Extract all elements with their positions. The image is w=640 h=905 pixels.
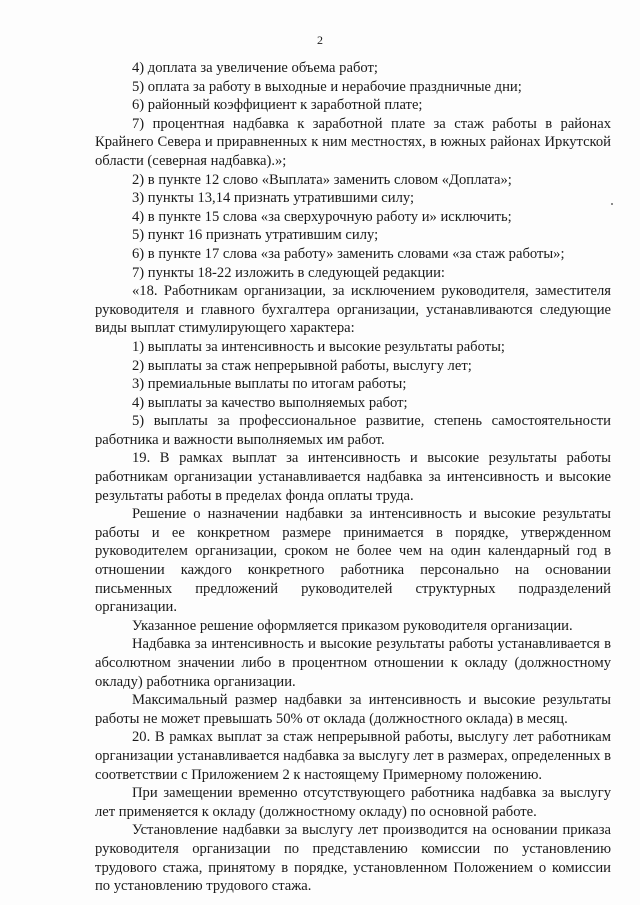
document-body [95,59,611,896]
paragraph-substitution: При замещении временно отсутствующего работника надбавка за выслугу лет применяется к окладу (должностному окладу) по основной работе. [95,785,611,820]
paragraph-order: Указанное решение оформляется приказом руководителя организации. [132,617,573,634]
page-number: 2 [317,33,323,47]
payment-type-2: 2) выплаты за стаж непрерывной работы, выслугу лет; [132,357,472,374]
paragraph-19: 19. В рамках выплат за интенсивность и высокие результаты работы работникам организации устанавливается надбавка за интенсивность и высокие результаты работы в пределах фонда оплаты труда. [95,450,611,504]
list-item-bonus-volume: 4) доплата за увеличение объема работ; [132,60,378,76]
amendment-item-12: 2) в пункте 12 слово «Выплата» заменить словом «Доплата»; [132,171,512,188]
paragraph-20: 20. В рамках выплат за стаж непрерывной работы, выслугу лет работникам организации устанавливается надбавка за выслугу лет в размерах, определенных в соответствии с Приложением 2 к настоящему Примерному положению. [95,729,611,783]
paragraph-max-allowance: Максимальный размер надбавки за интенсивность и высокие результаты работы не может превышать 50% от оклада (должностного оклада) в месяц. [95,692,611,727]
amendment-item-16: 5) пункт 16 признать утратившим силу; [132,227,379,244]
scan-speck [611,203,613,205]
payment-type-4: 4) выплаты за качество выполняемых работ; [132,394,408,411]
paragraph-18: «18. Работникам организации, за исключением руководителя, заместителя руководителя и главного бухгалтера организации, устанавливаются следующие виды выплат стимулирующего характера: [95,283,611,337]
amendment-item-17: 6) в пункте 17 слова «за работу» заменить словами «за стаж работы»; [132,245,565,262]
amendment-item-13-14: 3) пункты 13,14 признать утратившими силу; [132,190,415,207]
payment-type-5: 5) выплаты за профессиональное развитие, степень самостоятельности работника и важности выполняемых им работ. [95,413,611,448]
paragraph-commission: Установление надбавки за выслугу лет производится на основании приказа руководителя организации по представлению комиссии по установлению трудового стажа, принятому в порядке, установленном Положением о комиссии по установлению трудового стажа. [95,822,611,895]
list-item-northern-allowance: 7) процентная надбавка к заработной плате за стаж работы в районах Крайнего Севера и приравненных к ним местностях, в южных районах Иркутской области (северная надбавка).»; [95,115,611,169]
payment-type-3: 3) премиальные выплаты по итогам работы; [132,376,407,393]
amendment-item-18-22: 7) пункты 18-22 изложить в следующей редакции: [132,264,445,281]
list-item-regional-coefficient: 6) районный коэффициент к заработной плате; [132,97,423,114]
paragraph-decision: Решение о назначении надбавки за интенсивность и высокие результаты работы и ее конкретном размере принимается в порядке, утвержденном руководителем организации, сроком не более чем на один календарный год в отношении каждого конкретного работника персонально на основании письменных предложений руководителей структурных подразделений организации. [95,506,611,616]
list-item-holiday-pay: 5) оплата за работу в выходные и нерабочие праздничные дни; [132,78,522,95]
paragraph-allowance-value: Надбавка за интенсивность и высокие результаты работы устанавливается в абсолютном значении либо в процентном отношении к окладу (должностному окладу) работника организации. [95,636,611,690]
amendment-item-15: 4) в пункте 15 слова «за сверхурочную работу и» исключить; [132,208,512,225]
payment-type-1: 1) выплаты за интенсивность и высокие результаты работы; [132,338,505,355]
